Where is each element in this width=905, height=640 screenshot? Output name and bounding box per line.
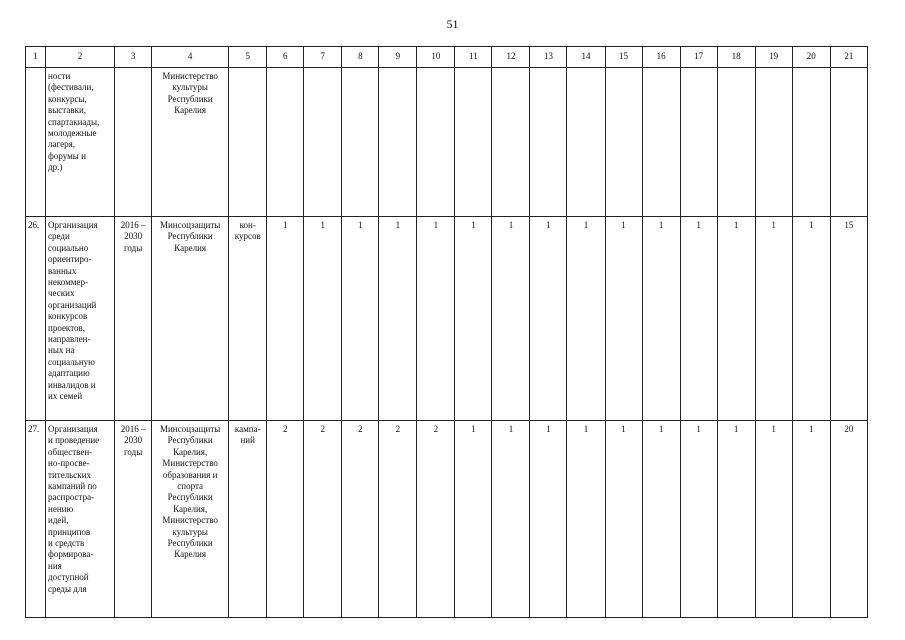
header-cell: 1	[26, 47, 46, 68]
header-cell: 15	[605, 47, 642, 68]
page-number: 51	[446, 17, 459, 31]
header-cell: 17	[680, 47, 717, 68]
table-row	[26, 68, 868, 217]
value-cell: 1	[492, 217, 530, 421]
value-cell: 1	[492, 421, 530, 618]
header-cell: 14	[567, 47, 605, 68]
value-cell: 1	[642, 421, 680, 618]
value-cell: 1	[342, 217, 379, 421]
value-cell: 1	[680, 217, 717, 421]
activity-name-cell: ности (фестивали, конкурсы, выставки, спартакиады, молодежные лагеря, форумы и др.)	[46, 68, 115, 217]
value-cell: 2	[304, 421, 342, 618]
value-cell: 1	[755, 217, 792, 421]
header-cell: 18	[717, 47, 755, 68]
value-cell: 1	[755, 421, 792, 618]
value-cell: 1	[530, 217, 567, 421]
value-cell	[417, 68, 455, 217]
value-cell	[830, 68, 867, 217]
value-cell: 1	[304, 217, 342, 421]
executor-cell: Минсоцзащиты Республики Карелия	[152, 217, 229, 421]
executor-cell: Министерство культуры Республики Карелия	[152, 68, 229, 217]
value-cell	[755, 68, 792, 217]
period-cell: 2016 – 2030 годы	[115, 421, 152, 618]
header-cell: 4	[152, 47, 229, 68]
value-cell	[530, 68, 567, 217]
header-cell: 5	[229, 47, 267, 68]
value-cell	[342, 68, 379, 217]
table-row	[26, 217, 868, 421]
value-cell: 1	[267, 217, 304, 421]
value-cell: 1	[680, 421, 717, 618]
header-cell: 3	[115, 47, 152, 68]
activity-name-cell: Организация и проведение обществен- но-просве- тительских кампаний по распростра- нению идей, принципов и средств формирова- ния доступной среды для	[46, 421, 115, 618]
value-cell: 1	[792, 421, 830, 618]
header-cell: 19	[755, 47, 792, 68]
value-cell	[267, 68, 304, 217]
period-cell: 2016 – 2030 годы	[115, 217, 152, 421]
table-header-row	[26, 47, 868, 68]
unit-cell: кон- курсов	[229, 217, 267, 421]
value-cell: 1	[567, 217, 605, 421]
value-cell: 1	[567, 421, 605, 618]
value-cell: 1	[455, 421, 492, 618]
row-number-cell	[26, 68, 46, 217]
value-cell	[792, 68, 830, 217]
value-cell: 1	[417, 217, 455, 421]
header-cell: 2	[46, 47, 115, 68]
value-cell: 15	[830, 217, 867, 421]
row-number-cell: 27.	[26, 421, 46, 618]
unit-cell: кампа- ний	[229, 421, 267, 618]
value-cell: 1	[605, 217, 642, 421]
value-cell	[680, 68, 717, 217]
value-cell	[304, 68, 342, 217]
value-cell: 1	[530, 421, 567, 618]
value-cell	[642, 68, 680, 217]
header-cell: 16	[642, 47, 680, 68]
header-cell: 10	[417, 47, 455, 68]
value-cell: 1	[455, 217, 492, 421]
value-cell: 2	[342, 421, 379, 618]
header-cell: 13	[530, 47, 567, 68]
unit-cell	[229, 68, 267, 217]
value-cell	[717, 68, 755, 217]
activity-name-cell: Организация среди социально ориентиро- ванных некоммер- ческих организаций конкурсов проектов, направлен- ных на социальную адаптацию инвалидов и их семей	[46, 217, 115, 421]
header-cell: 12	[492, 47, 530, 68]
value-cell: 20	[830, 421, 867, 618]
period-cell	[115, 68, 152, 217]
value-cell: 2	[379, 421, 417, 618]
header-cell: 11	[455, 47, 492, 68]
value-cell: 1	[379, 217, 417, 421]
value-cell: 1	[792, 217, 830, 421]
value-cell	[455, 68, 492, 217]
header-cell: 20	[792, 47, 830, 68]
value-cell: 1	[642, 217, 680, 421]
value-cell	[379, 68, 417, 217]
row-number-cell: 26.	[26, 217, 46, 421]
value-cell	[567, 68, 605, 217]
header-cell: 9	[379, 47, 417, 68]
value-cell: 1	[605, 421, 642, 618]
value-cell: 2	[267, 421, 304, 618]
value-cell: 1	[717, 421, 755, 618]
value-cell	[605, 68, 642, 217]
header-cell: 21	[830, 47, 867, 68]
table-row	[26, 421, 868, 618]
header-cell: 7	[304, 47, 342, 68]
header-cell: 6	[267, 47, 304, 68]
value-cell	[492, 68, 530, 217]
value-cell: 2	[417, 421, 455, 618]
header-cell: 8	[342, 47, 379, 68]
data-table	[25, 46, 868, 618]
executor-cell: Минсоцзащиты Республики Карелия, Министерство образования и спорта Республики Карелия, Министерство культуры Республики Карелия	[152, 421, 229, 618]
value-cell: 1	[717, 217, 755, 421]
